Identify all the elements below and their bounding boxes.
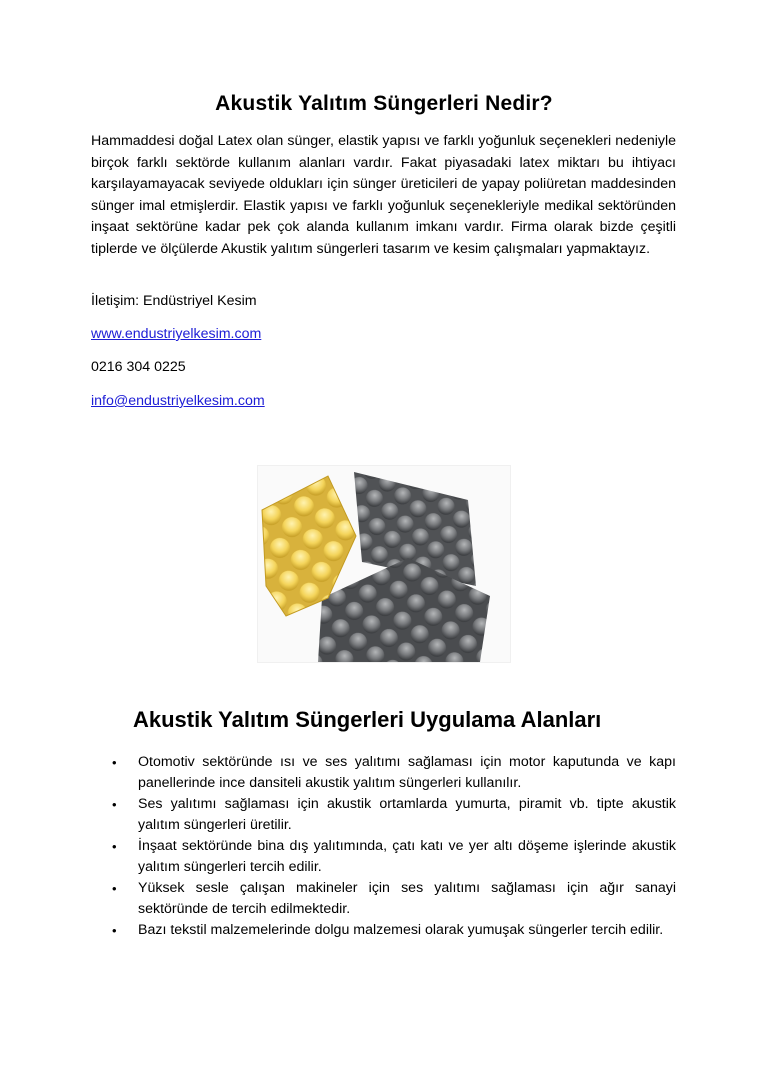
bullet-icon: • — [112, 839, 117, 854]
list-item — [91, 836, 676, 878]
list-item-text: Yüksek sesle çalışan makineler için ses yalıtımı sağlaması için ağır sanayi sektöründe de tercih edilmektedir. — [138, 880, 676, 917]
bullet-icon: • — [112, 923, 117, 938]
list-item — [91, 878, 676, 920]
bullet-icon: • — [112, 797, 117, 812]
list-item-text: İnşaat sektöründe bina dış yalıtımında, çatı katı ve yer altı döşeme işlerinde akustik yalıtım süngerleri tercih edilir. — [138, 838, 676, 875]
intro-paragraph: Hammaddesi doğal Latex olan sünger, elastik yapısı ve farklı yoğunluk seçenekleri nedeniyle birçok farklı sektörde kullanım alanları vardır. Fakat piyasadaki latex miktarı bu ihtiyacı karşılayamayacak seviyede oldukları için sünger üreticileri de yapay poliüretan maddesinden sünger imal etmişlerdir. Elastik yapısı ve farklı yoğunluk seçenekleriyle medikal sektöründen inşaat sektörüne kadar pek çok alanda kullanım imkanı vardır. Firma olarak bizde çeşitli tiplerde ve ölçülerde Akustik yalıtım süngerleri tasarım ve kesim çalışmaları yapmaktayız. — [91, 133, 676, 257]
list-item — [91, 752, 676, 794]
phone-number: 0216 304 0225 — [91, 359, 186, 375]
page-title: Akustik Yalıtım Süngerleri Nedir? — [215, 92, 553, 115]
website-link[interactable]: www.endustriyelkesim.com — [91, 326, 262, 342]
list-item — [91, 920, 676, 941]
acoustic-foam-illustration — [258, 466, 510, 662]
applications-list — [91, 752, 676, 941]
bullet-icon: • — [112, 755, 117, 770]
section-title: Akustik Yalıtım Süngerleri Uygulama Alanları — [133, 707, 602, 732]
list-item-text: Bazı tekstil malzemelerinde dolgu malzemesi olarak yumuşak süngerler tercih edilir. — [138, 922, 664, 938]
list-item-text: Ses yalıtımı sağlaması için akustik ortamlarda yumurta, piramit vb. tipte akustik yalıtım süngerleri üretilir. — [138, 796, 676, 833]
list-item-text: Otomotiv sektöründe ısı ve ses yalıtımı sağlaması için motor kaputunda ve kapı panellerinde ince dansiteli akustik yalıtım süngerleri kullanılır. — [138, 754, 676, 791]
bullet-icon: • — [112, 881, 117, 896]
acoustic-foam-photo — [258, 466, 510, 662]
contact-label: İletişim: Endüstriyel Kesim — [91, 293, 257, 309]
email-link[interactable]: info@endustriyelkesim.com — [91, 393, 265, 409]
list-item — [91, 794, 676, 836]
